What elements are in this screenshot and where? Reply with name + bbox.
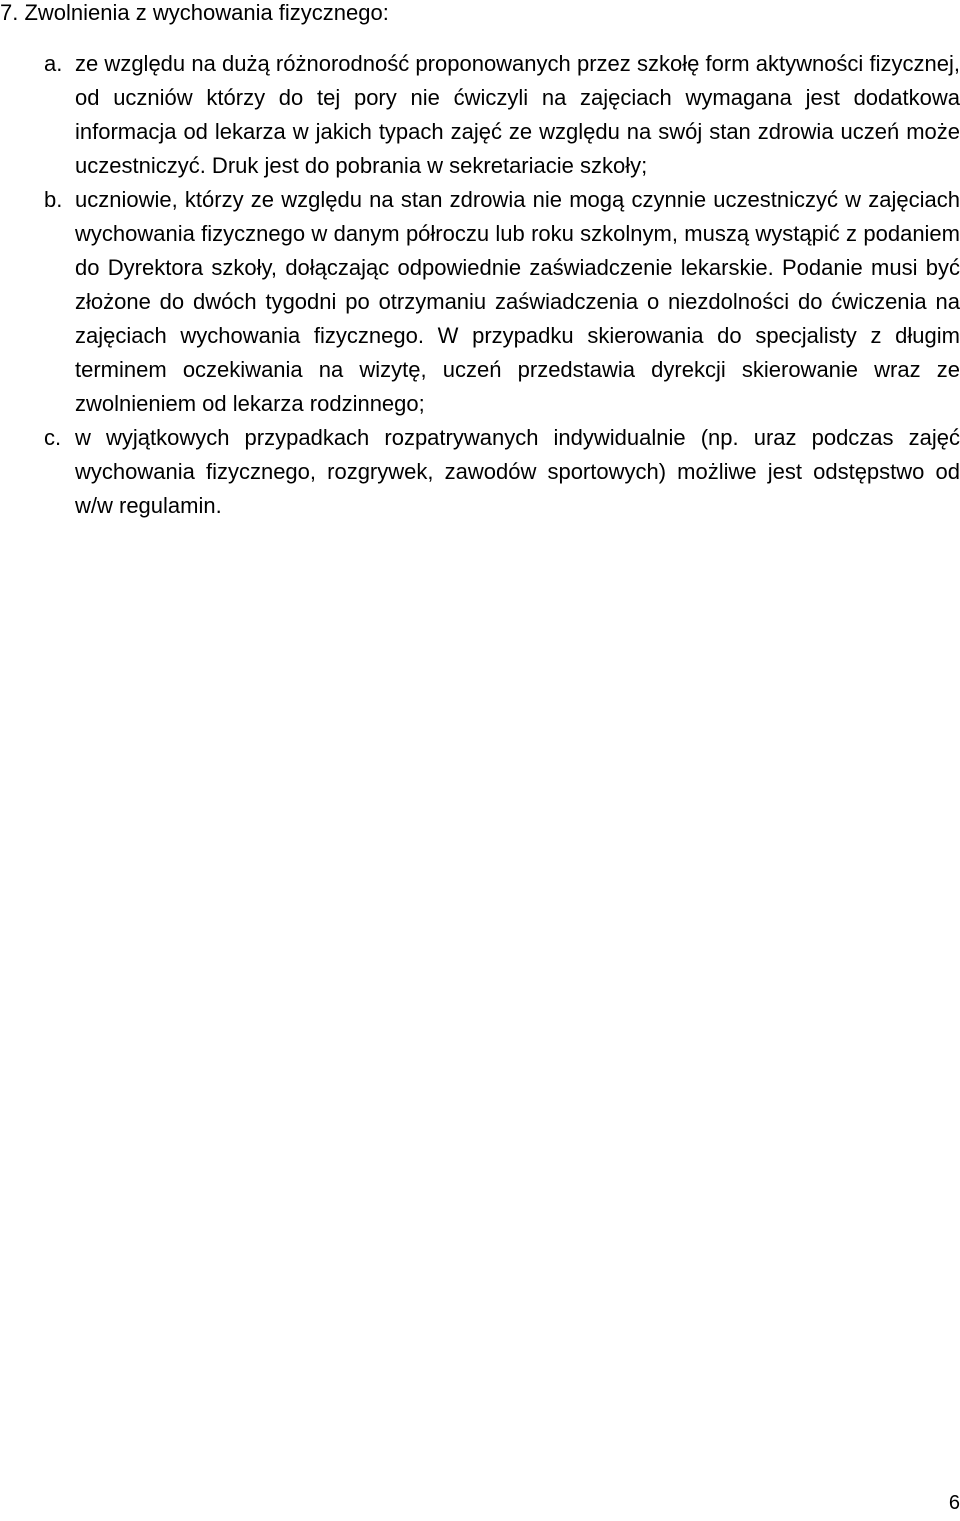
list-marker: b.: [44, 187, 63, 212]
list-item-text: w wyjątkowych przypadkach rozpatrywanych indywidualnie (np. uraz podczas zajęć wychowania fizycznego, rozgrywek, zawodów sportowych) możliwe jest odstępstwo od w/w regulamin.: [75, 425, 960, 518]
list-item-a: [0, 47, 960, 183]
list-item-b: [0, 183, 960, 421]
section-heading: 7. Zwolnienia z wychowania fizycznego:: [0, 0, 389, 25]
list-item-c: [0, 421, 960, 523]
list-marker: a.: [44, 51, 63, 76]
page-number: 6: [948, 1492, 960, 1514]
list-item-text: ze względu na dużą różnorodność proponowanych przez szkołę form aktywności fizycznej, od uczniów którzy do tej pory nie ćwiczyli na zajęciach wymagana jest dodatkowa informacja od lekarza w jakich typach zajęć ze względu na swój stan zdrowia uczeń może uczestniczyć. Druk jest do pobrania w sekretariacie szkoły;: [75, 51, 960, 178]
list-item-text: uczniowie, którzy ze względu na stan zdrowia nie mogą czynnie uczestniczyć w zajęciach wychowania fizycznego w danym półroczu lub roku szkolnym, muszą wystąpić z podaniem do Dyrektora szkoły, dołączając odpowiednie zaświadczenie lekarskie. Podanie musi być złożone do dwóch tygodni po otrzymaniu zaświadczenia o niezdolności do ćwiczenia na zajęciach wychowania fizycznego. W przypadku skierowania do specjalisty z długim terminem oczekiwania na wizytę, uczeń przedstawia dyrekcji skierowanie wraz ze zwolnieniem od lekarza rodzinnego;: [75, 187, 960, 416]
list-marker: c.: [44, 425, 62, 450]
exemption-list: [0, 47, 960, 523]
